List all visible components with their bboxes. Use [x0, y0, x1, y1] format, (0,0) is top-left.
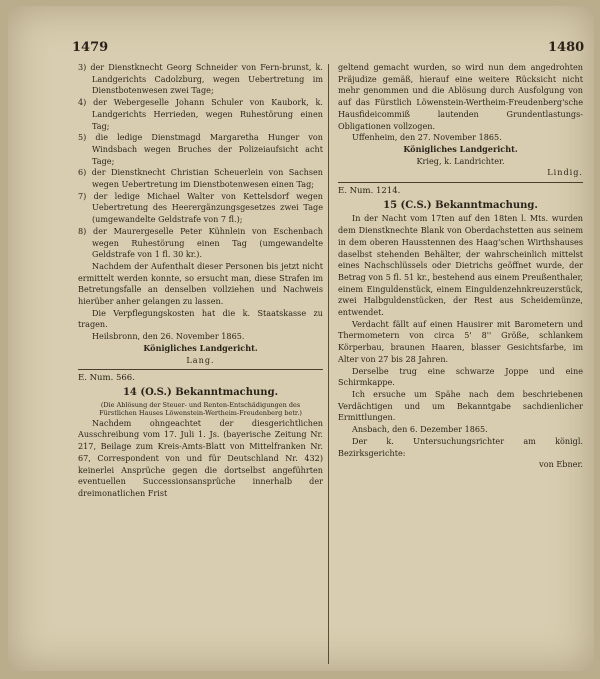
- list-item: 8) der Maurergeselle Peter Kühnlein von Eschenbach wegen Ruhestörung einen Tag (umgewandelte Geldstrafe von 1 fl. 30 kr.).: [78, 225, 323, 260]
- paragraph: Nachdem der Aufenthalt dieser Personen bis jetzt nicht ermittelt werden konnte, so ersucht man, diese Strafen im Betretungsfalle an denselben vollziehen und Nachweis hierüber anher gelangen zu lassen.: [78, 260, 323, 307]
- list-item: 4) der Webergeselle Johann Schuler von Kaubork, k. Landgerichts Herrieden, wegen Ruhestörung einen Tag;: [78, 97, 323, 131]
- list-item: 6) der Dienstknecht Christian Scheuerlein von Sachsen wegen Uebertretung im Dienstbotenwesen einen Tag;: [78, 167, 323, 190]
- page-number-right: 1480: [548, 40, 585, 55]
- paragraph: Die Verpflegungskosten hat die k. Staatskasse zu tragen.: [78, 307, 323, 330]
- paragraph: Verdacht fällt auf einen Hausirer mit Barometern und Thermometern von circa 5' 8'' Größe, schlankem Körperbau, braunen Haaren, blasser Gesichtsfarbe, im Alter von 27 bis 28 Jahren.: [338, 318, 583, 364]
- authority: Der k. Untersuchungsrichter am königl. Bezirksgerichte:: [338, 435, 583, 458]
- list-item: 3) der Dienstknecht Georg Schneider von Fern-brunst, k. Landgerichts Cadolzburg, wegen Uebertretung im Dienstbotenwesen zwei Tage;: [78, 62, 323, 96]
- signer: Lang.: [186, 354, 215, 365]
- divider: [78, 369, 323, 370]
- signer: Krieg, k. Landrichter.: [416, 155, 505, 166]
- list-item: 7) der ledige Michael Walter von Kettelsdorf wegen Uebertretung des Heerergänzungsgesetzes zwei Tage (umgewandelte Geldstrafe von 7 fl.);: [78, 190, 323, 225]
- notice-body: In der Nacht vom 17ten auf den 18ten l. Mts. wurden dem Dienstknechte Blank von Oberdachstetten aus seinem in dem oberen Hausstennen des Haag'schen Wirthshauses daselbst stehenden Behälter, der wahrscheinlich mittelst eines Nachschlüssels oder Dietrichs geöffnet wurde, der Betrag von 5 fl. 51 kr., bestehend aus einem Preußenthaler, einem Einguldenstück, einem Einguldenzehnkreuzerstück, zwei Halbguldenstücken, der Rest aus Scheidemünze, entwendet.: [338, 213, 583, 318]
- column-divider: [328, 64, 329, 664]
- right-column: [338, 62, 583, 471]
- left-column: [78, 62, 323, 500]
- signer: Lindig.: [547, 167, 583, 178]
- notice-number: E. Num. 1214.: [338, 186, 401, 197]
- list-item: 5) die ledige Dienstmagd Margaretha Hunger von Windsbach wegen Bruches der Polizeiaufsicht acht Tage;: [78, 132, 323, 166]
- notice-body: Nachdem ohngeachtet der diesgerichtlichen Ausschreibung vom 17. Juli 1. Js. (bayerische Zeitung Nr. 217, Beilage zum Kreis-Amts-Blatt von Mittelfranken Nr. 67, Correspondent von und für Deutschland Nr. 432) keinerlei Ansprüche gegen die dortselbst angeführten eventuellen Successionsansprüche innerhalb der dreimonatlichen Frist: [78, 417, 323, 498]
- dateline: Uffenheim, den 27. November 1865.: [352, 132, 502, 143]
- paragraph: Derselbe trug eine schwarze Joppe und eine Schirmkappe.: [338, 365, 583, 388]
- notice-heading: 14 (O.S.) Bekanntmachung.: [122, 386, 279, 398]
- authority: Königliches Landgericht.: [403, 143, 518, 154]
- dateline: Ansbach, den 6. Dezember 1865.: [352, 424, 488, 435]
- dateline: Heilsbronn, den 26. November 1865.: [92, 331, 245, 342]
- notice-number: E. Num. 566.: [78, 373, 135, 384]
- paragraph: Ich ersuche um Spähe nach dem beschriebenen Verdächtigen und um Bekanntgabe sachdienlicher Ermittlungen.: [338, 388, 583, 423]
- divider: [338, 182, 583, 183]
- page-number-left: 1479: [72, 40, 109, 55]
- authority: Königliches Landgericht.: [143, 342, 258, 353]
- notice-subheading: (Die Ablösung der Steuer- und Renten-Entschädigungen des Fürstlichen Hauses Löwenstein-Wertheim-Freudenberg betr.): [99, 400, 302, 418]
- paragraph: geltend gemacht wurden, so wird nun dem angedrohten Präjudize gemäß, hierauf eine weitere Rücksicht nicht mehr genommen und die Ablösung durch Ausfolgung von auf das Fürstlich Löwenstein-Wertheim-Freudenberg'sche Hausfideicommiß lautenden Grundentlastungs-Obligationen vollzogen.: [338, 62, 583, 131]
- notice-heading: 15 (C.S.) Bekanntmachung.: [383, 199, 538, 211]
- signer: von Ebner.: [539, 459, 583, 470]
- document-page: [8, 6, 594, 671]
